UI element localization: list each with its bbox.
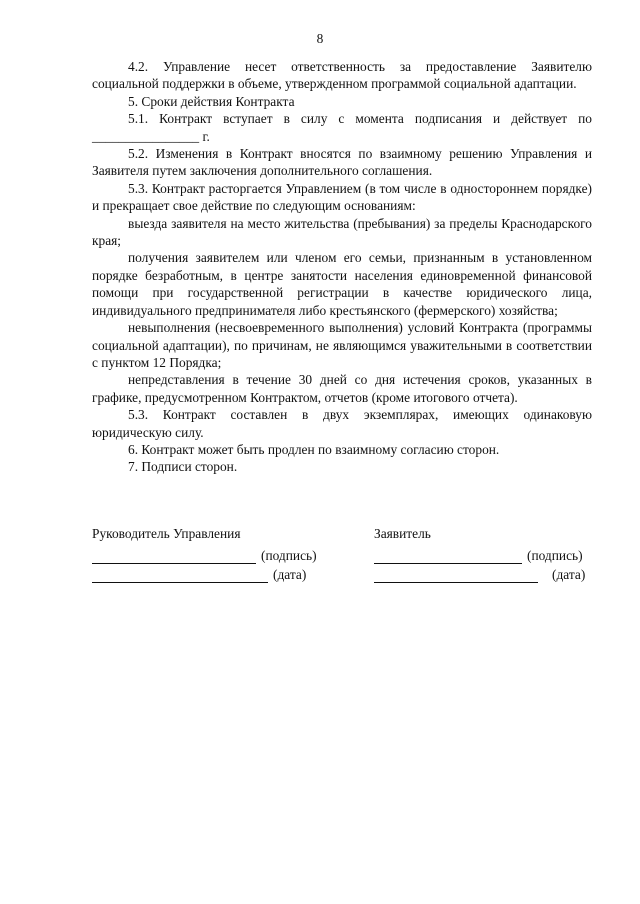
clause-6-extension: 6. Контракт может быть продлен по взаимному согласию сторон.	[128, 441, 500, 457]
signature-blank	[374, 549, 522, 564]
page-number: 8	[316, 31, 324, 46]
applicant-title: Заявитель	[374, 526, 431, 541]
clause-4-2: 4.2. Управление несет ответственность за предоставление Заявителю социальной поддержки в объеме, утвержденном программой социальной адаптации.	[92, 59, 592, 92]
manager-date-line	[92, 564, 328, 583]
manager-signature	[92, 525, 328, 583]
clause-5-2: 5.2. Изменения в Контракт вносятся по взаимному решению Управления и Заявителя путем заключения дополнительного соглашения.	[92, 146, 592, 179]
signature-block	[92, 525, 598, 585]
date-label: (дата)	[273, 567, 307, 582]
clause-5-1: 5.1. Контракт вступает в силу с момента подписания и действует по ________________ г.	[92, 111, 592, 144]
contract-text	[92, 58, 592, 476]
section-5-heading: 5. Сроки действия Контракта	[128, 93, 295, 109]
manager-signature-line	[92, 545, 328, 564]
ground-missing-reports: непредставления в течение 30 дней со дня истечения сроков, указанных в графике, предусмотренном Контрактом, отчетов (кроме итогового отчета).	[92, 372, 592, 405]
ground-financial-aid: получения заявителем или членом его семьи, признанным в установленном порядке безработным, в центре занятости населения единовременной финансовой помощи при государственной регистрации в качестве юридического лица, индивидуального предпринимателя либо крестьянского (фермерского) хозяйства;	[92, 250, 592, 318]
ground-relocation: выезда заявителя на место жительства (пребывания) за пределы Краснодарского края;	[92, 215, 592, 249]
clause-5-3-termination: 5.3. Контракт расторгается Управлением (в том числе в одностороннем порядке) и прекращает свое действие по следующим основаниям:	[92, 180, 592, 214]
applicant-date-line	[374, 564, 598, 583]
date-blank	[374, 568, 538, 583]
signature-blank	[92, 549, 256, 564]
clause-5-3-copies: 5.3. Контракт составлен в двух экземплярах, имеющих одинаковую юридическую силу.	[92, 407, 592, 440]
signature-label: (подпись)	[527, 548, 583, 563]
signature-label: (подпись)	[261, 548, 317, 563]
date-blank	[92, 568, 268, 583]
clause-7-signatures: 7. Подписи сторон.	[128, 459, 238, 475]
applicant-signature-line	[374, 545, 598, 564]
date-label: (дата)	[552, 567, 586, 582]
manager-title: Руководитель Управления	[92, 526, 241, 541]
ground-non-fulfillment: невыполнения (несвоевременного выполнения) условий Контракта (программы социальной адаптации), по причинам, не являющимся уважительными в соответствии с пунктом 12 Порядка;	[92, 320, 592, 370]
applicant-signature	[374, 525, 598, 583]
